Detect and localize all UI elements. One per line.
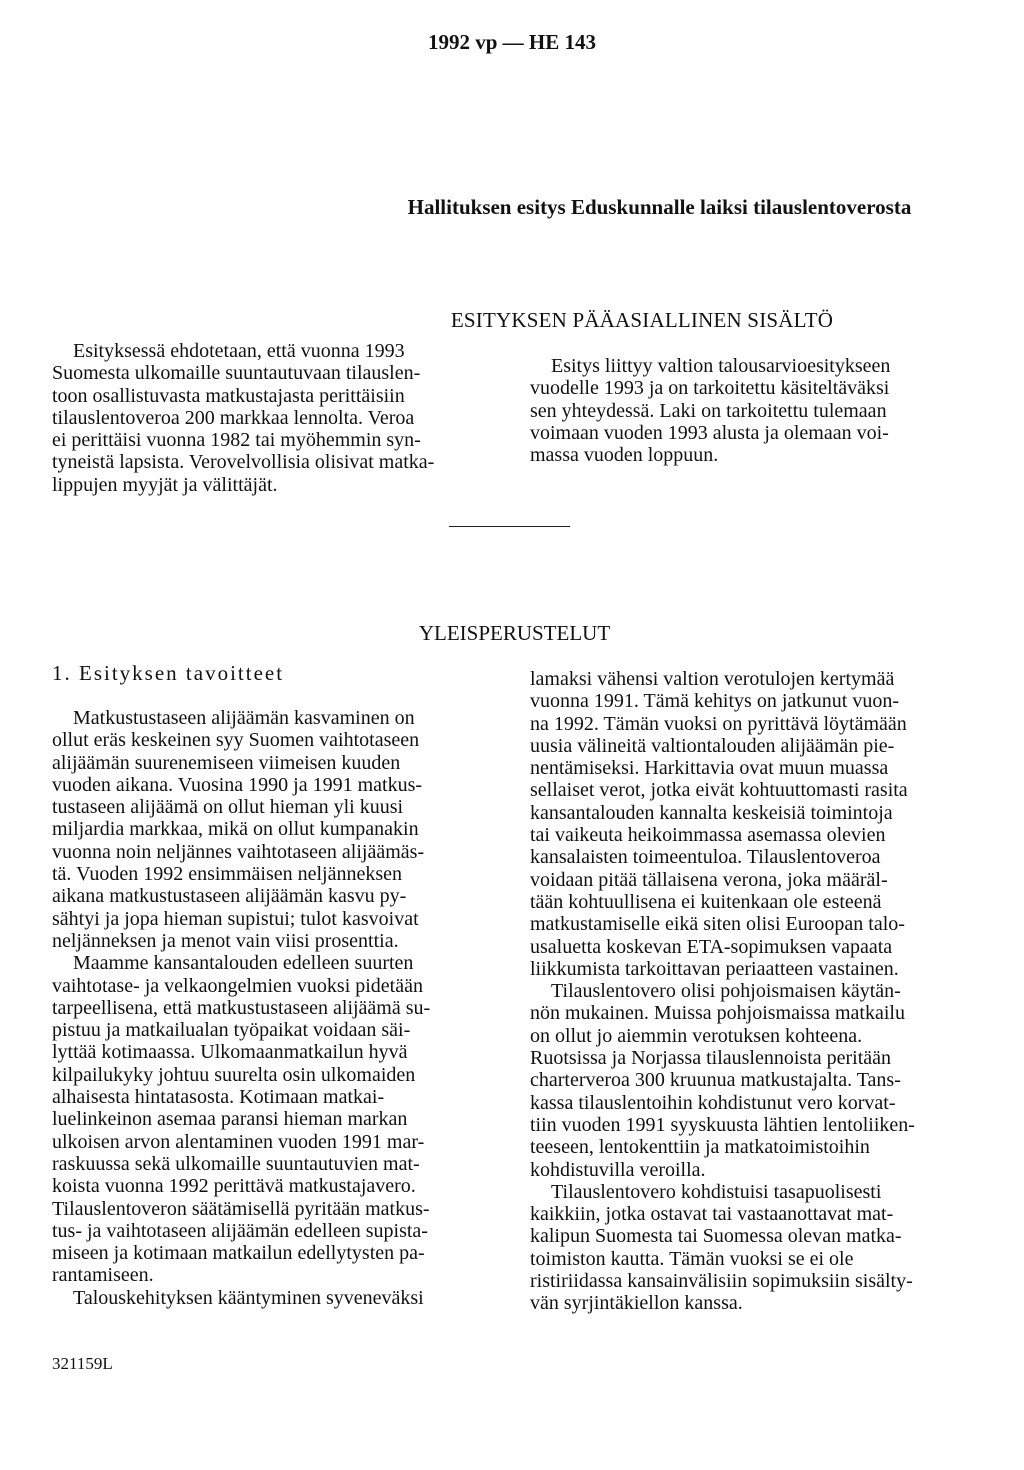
page-header: 1992 vp — HE 143 [427,30,597,54]
body-paragraph: Tilauslentovero olisi pohjoismaisen käytän- nön mukainen. Muissa pohjoismaissa matkailu on ollut jo aiemmin verotuksen kohteena. Ruotsissa ja Norjassa tilauslennoista peritään charterveroa 300 kruunua matkustajalta. Tans- kassa tilauslentoihin kohdistunut vero korvat- tiin vuoden 1991 syyskuusta lähtien lentoliiken- teeseen, lentokenttiin ja matkatoimistoihin kohdistuvilla veroilla. [530,980,915,1181]
summary-heading: ESITYKSEN PÄÄASIALLINEN SISÄLTÖ [450,308,834,332]
body-right-column [530,668,962,1315]
subsection-heading: 1. Esityksen tavoitteet [52,661,285,685]
body-paragraph: Talouskehityksen kääntyminen syveneväksi [73,1286,424,1309]
body-paragraph: Tilauslentovero kohdistuisi tasapuolisesti kaikkiin, jotka ostavat tai vastaanottavat mat- kalipun Suomesta tai Suomessa olevan matka- toimiston kautta. Tämän vuoksi se ei ole ristiriidassa kansainvälisiin sopimuksiin sisälty- vän syrjintäkiellon kanssa. [530,1180,913,1315]
document-title: Hallituksen esitys Eduskunnalle laiksi tilauslentoverosta [407,195,912,219]
summary-right-paragraph: Esitys liittyy valtion talousarvioesitykseen vuodelle 1993 ja on tarkoitettu käsiteltäväksi sen yhteydessä. Laki on tarkoitettu tulemaan voimaan vuoden 1993 alusta ja olemaan voi- massa vuoden loppuun. [530,355,891,467]
summary-left-paragraph: Esityksessä ehdotetaan, että vuonna 1993 Suomesta ulkomaille suuntautuvaan tilauslen- toon osallistuvasta matkustajasta perittäisiin tilauslentoveroa 200 markkaa lennolta. Veroa ei perittäisi vuonna 1982 tai myöhemmin syn- tyneistä lapsista. Verovelvollisia olisivat matka- lippujen myyjät ja välittäjät. [52,340,435,496]
section-heading: YLEISPERUSTELUT [418,621,611,645]
body-left-column [52,707,484,1309]
body-paragraph: Maamme kansantalouden edelleen suurten vaihtotase- ja velkaongelmien vuoksi pidetään tarpeellisena, että matkustustaseen alijäämä su- pistuu ja matkailualan työpaikat voidaan säi- lyttää kotimaassa. Ulkomaanmatkailun hyvä kilpailukyky johtuu suurelta osin ulkomaiden alhaisesta hintatasosta. Kotimaan matkai- luelinkeinon asemaa paransi hieman markan ulkoisen arvon alentaminen vuoden 1991 mar- raskuussa sekä ulkomaille suuntautuvien mat- koista vuonna 1992 perittävä matkustajavero. Tilauslentoveron säätämisellä pyritään matkus- tus- ja vaihtotaseen alijäämän edelleen supista- miseen ja kotimaan matkailun edellytysten pa- rantamiseen. [52,952,431,1287]
body-paragraph: lamaksi vähensi valtion verotulojen kertymää vuonna 1991. Tämä kehitys on jatkunut vuon- na 1992. Tämän vuoksi on pyrittävä löytämään uusia välineitä valtiontalouden alijäämän pie- nentämiseksi. Harkittavia ovat muun muassa sellaiset verot, jotka eivät kohtuuttomasti rasita kansantalouden kannalta keskeisiä toimintoja tai vaikeuta heikoimmassa asemassa olevien kansalaisten toimeentuloa. Tilauslentoveroa voidaan pitää tällaisena verona, joka määräl- tään kohtuullisena ei kuitenkaan ole esteenä matkustamiselle eikä siten olisi Euroopan talo- usaluetta koskevan ETA-sopimuksen vapaata liikkumista tarkoittavan periaatteen vastainen. [530,668,908,980]
footer-code: 321159L [52,1354,113,1373]
body-paragraph: Matkustustaseen alijäämän kasvaminen on ollut eräs keskeinen syy Suomen vaihtotaseen alijäämän suurenemiseen viimeisen kuuden vuoden aikana. Vuosina 1990 ja 1991 matkus- tustaseen alijäämä on ollut hieman yli kuusi miljardia markkaa, mikä on ollut kumpanakin vuonna noin neljännes vaihtotaseen alijäämäs- tä. Vuoden 1992 ensimmäisen neljänneksen aikana matkustustaseen alijäämän kasvu py- sähtyi ja jopa hieman supistui; tulot kasvoivat neljänneksen ja menot vain viisi prosenttia. [52,707,425,952]
section-divider [449,526,570,527]
